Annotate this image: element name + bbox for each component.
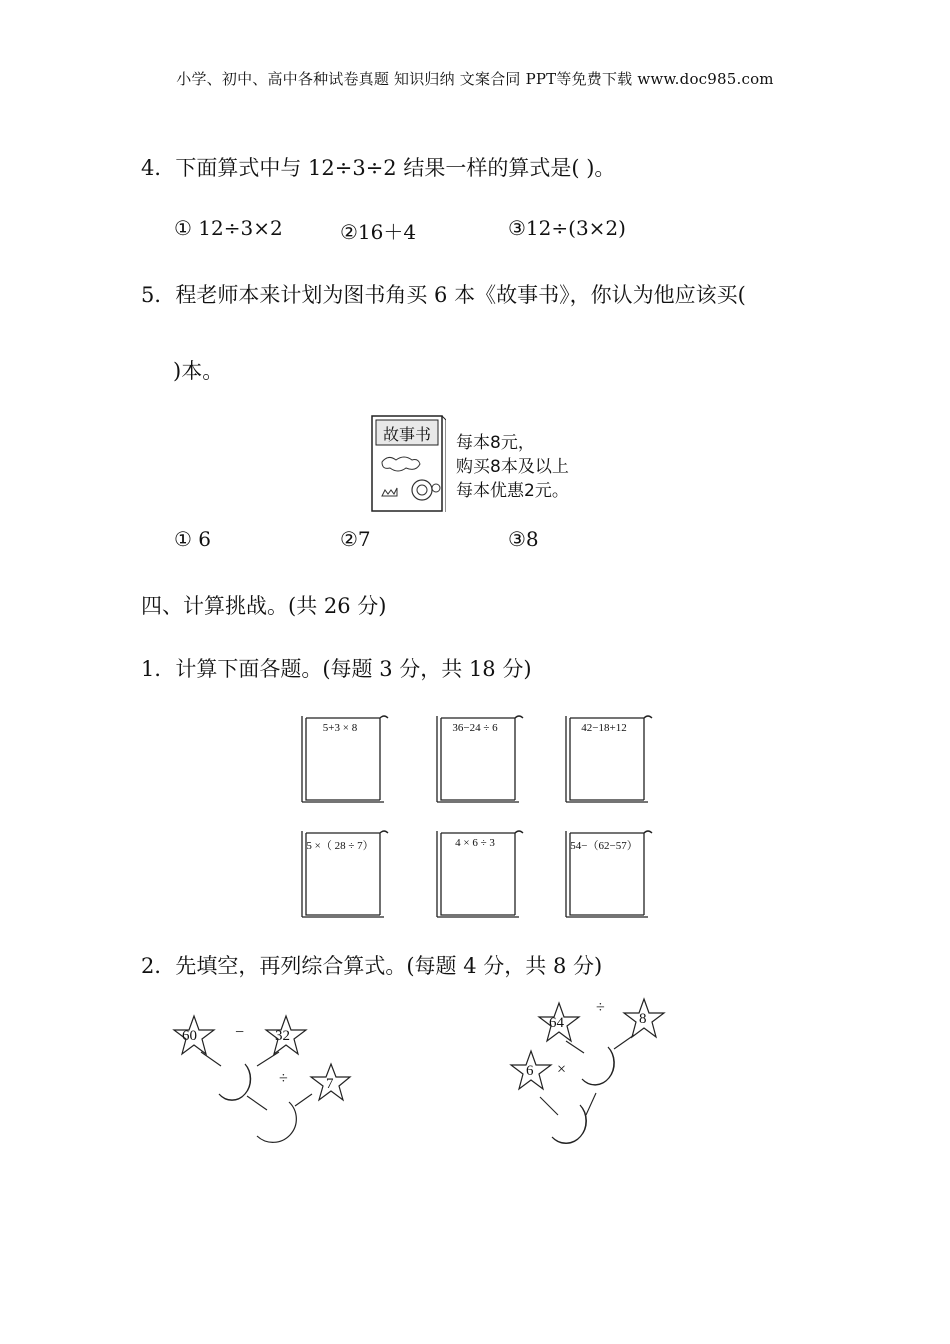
question-5-stem-line1: 5．程老师本来计划为图书角买 6 本《故事书》，你认为他应该买( [141, 283, 746, 307]
price-line-3: 每本优惠2元。 [456, 481, 569, 501]
tree2-operator-2: × [557, 1061, 567, 1078]
calc-card-3 [564, 714, 642, 800]
q5-option-1: ① 6 [174, 527, 212, 551]
tree2-operator-1: ÷ [596, 999, 605, 1016]
tree1-number-c: 7 [326, 1076, 334, 1092]
question-5-stem-line2: )本。 [173, 359, 224, 383]
price-line-1: 每本8元， [456, 433, 535, 453]
q4-option-1: ① 12÷3×2 [174, 216, 283, 240]
calc-card-1 [300, 714, 378, 800]
expression-1: 5+3 × 8 [322, 722, 358, 734]
expression-6: 54−（62−57） [570, 840, 638, 852]
q4-option-3: ③12÷(3×2) [508, 216, 626, 240]
tree1-number-a: 60 [182, 1028, 197, 1044]
expression-4: 5 ×（ 28 ÷ 7） [306, 840, 374, 852]
tree2-number-c: 6 [526, 1063, 534, 1079]
price-line-2: 购买8本及以上 [456, 457, 569, 477]
site-header: 小学、初中、高中各种试卷真题 知识归纳 文案合同 PPT等免费下载 www.doc985.com [176, 70, 774, 88]
tree1-operator-2: ÷ [279, 1070, 288, 1087]
q5-option-3: ③8 [508, 527, 539, 551]
calc-card-6 [564, 829, 642, 915]
story-book-illustration [370, 414, 446, 514]
calc-card-5 [435, 829, 513, 915]
q5-option-2: ②7 [340, 527, 371, 551]
part-2-title: 2．先填空，再列综合算式。(每题 4 分，共 8 分) [141, 954, 603, 978]
fill-tree-2 [500, 985, 680, 1145]
question-4-stem: 4．下面算式中与 12÷3÷2 结果一样的算式是( )。 [141, 156, 616, 180]
part-1-title: 1．计算下面各题。(每题 3 分，共 18 分) [141, 657, 532, 681]
expression-3: 42−18+12 [581, 722, 627, 734]
book-cover-title: 故事书 [382, 425, 431, 444]
expression-2: 36−24 ÷ 6 [452, 722, 498, 734]
section-4-title: 四、计算挑战。(共 26 分) [141, 594, 387, 618]
book-price-info [456, 431, 569, 503]
expression-5: 4 × 6 ÷ 3 [455, 837, 495, 849]
calc-card-4 [300, 829, 378, 915]
tree1-operator-1: − [235, 1024, 245, 1041]
fill-tree-1 [165, 1010, 365, 1145]
tree2-number-a: 64 [549, 1015, 564, 1031]
q4-option-2: ②16＋4 [340, 220, 417, 244]
tree2-number-b: 8 [639, 1011, 647, 1027]
calc-card-2 [435, 714, 513, 800]
tree1-number-b: 32 [275, 1028, 290, 1044]
